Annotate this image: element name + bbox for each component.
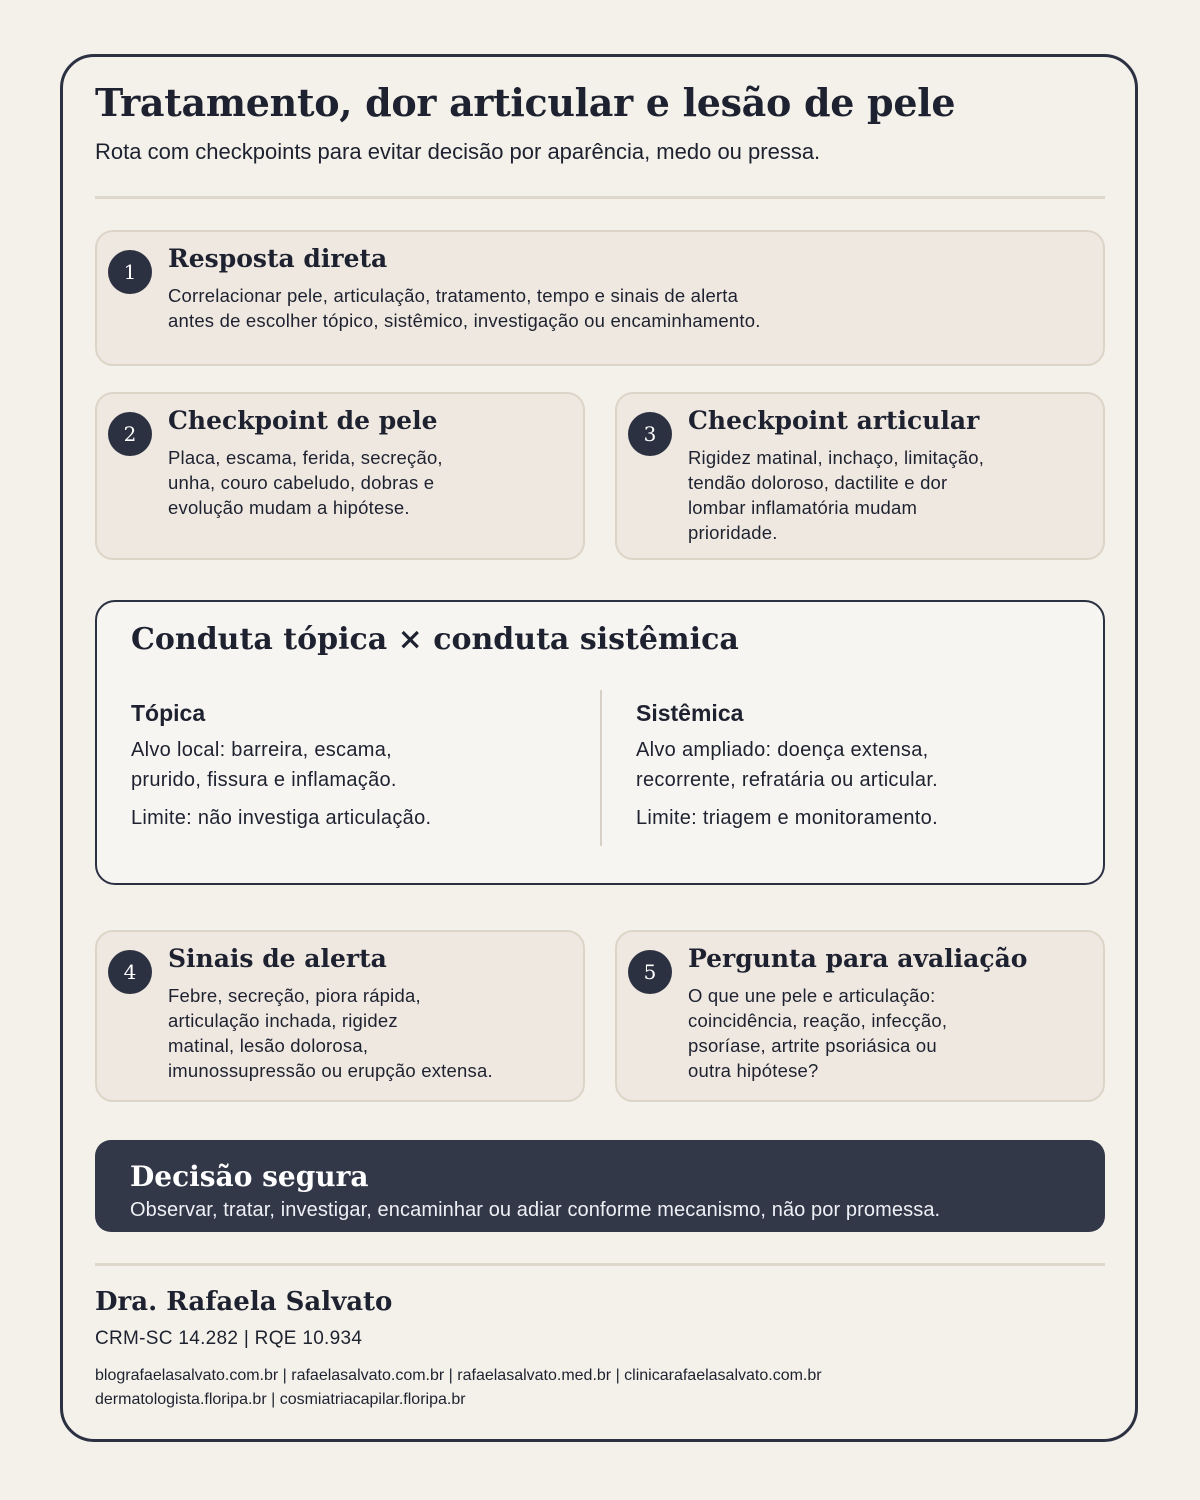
step-title: Checkpoint articular	[688, 406, 980, 435]
author-credentials: CRM-SC 14.282 | RQE 10.934	[95, 1328, 363, 1349]
step-title: Sinais de alerta	[168, 944, 387, 973]
topical-target: Alvo local: barreira, escama, prurido, fissura e inflamação.	[131, 739, 397, 791]
header-divider	[95, 196, 1105, 199]
step-number-badge: 2	[108, 412, 152, 456]
decision-banner	[95, 1140, 1105, 1232]
step-number-badge: 5	[628, 950, 672, 994]
step-card-joint-checkpoint	[615, 392, 1105, 560]
step-card-skin-checkpoint	[95, 392, 585, 560]
step-text: Rigidez matinal, inchaço, limitação, tendão doloroso, dactilite e dor lombar inflamatória mudam prioridade.	[688, 447, 985, 543]
systemic-limit: Limite: triagem e monitoramento.	[636, 807, 938, 829]
step-text: Placa, escama, ferida, secreção, unha, couro cabeludo, dobras e evolução mudam a hipótese.	[168, 447, 443, 518]
column-divider	[600, 690, 602, 846]
topical-heading: Tópica	[131, 700, 206, 726]
step-card-warning-signs	[95, 930, 585, 1102]
decision-title: Decisão segura	[130, 1160, 369, 1193]
step-text: Febre, secreção, piora rápida, articulação inchada, rigidez matinal, lesão dolorosa, imunossupressão ou erupção extensa.	[168, 985, 493, 1081]
topical-limit: Limite: não investiga articulação.	[131, 807, 432, 829]
step-number-badge: 3	[628, 412, 672, 456]
step-card-direct-answer	[95, 230, 1105, 366]
website-links-secondary: dermatologista.floripa.br | cosmiatriacapilar.floripa.br	[95, 1391, 466, 1408]
comparison-title: Conduta tópica × conduta sistêmica	[131, 622, 739, 657]
footer-divider	[95, 1263, 1105, 1266]
step-number-badge: 4	[108, 950, 152, 994]
systemic-target: Alvo ampliado: doença extensa, recorrente, refratária ou articular.	[636, 739, 939, 791]
comparison-panel	[95, 600, 1105, 885]
step-title: Pergunta para avaliação	[688, 944, 1028, 973]
author-name: Dra. Rafaela Salvato	[95, 1287, 393, 1317]
step-text: O que une pele e articulação: coincidência, reação, infecção, psoríase, artrite psoriásica ou outra hipótese?	[688, 985, 948, 1081]
step-title: Resposta direta	[168, 244, 388, 273]
decision-text: Observar, tratar, investigar, encaminhar ou adiar conforme mecanismo, não por promessa.	[130, 1199, 941, 1221]
page-title: Tratamento, dor articular e lesão de pele	[95, 80, 956, 125]
step-number-badge: 1	[108, 250, 152, 294]
page-subtitle: Rota com checkpoints para evitar decisão por aparência, medo ou pressa.	[95, 139, 821, 164]
step-card-evaluation-question	[615, 930, 1105, 1102]
systemic-heading: Sistêmica	[636, 700, 744, 726]
step-text: Correlacionar pele, articulação, tratamento, tempo e sinais de alerta antes de escolher tópico, sistêmico, investigação ou encaminhamento.	[168, 285, 761, 331]
step-title: Checkpoint de pele	[168, 406, 438, 435]
website-links: blografaelasalvato.com.br | rafaelasalvato.com.br | rafaelasalvato.med.br | clinicarafaelasalvato.com.br	[95, 1367, 822, 1384]
